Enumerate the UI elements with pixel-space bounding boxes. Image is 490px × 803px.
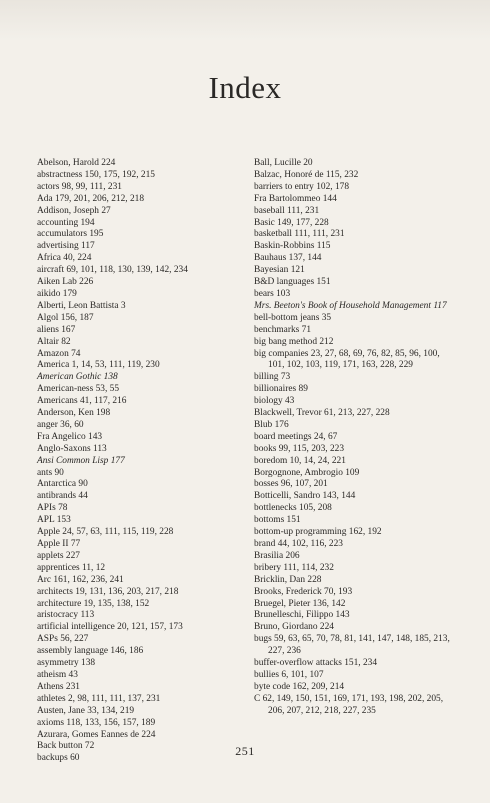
index-entry: boredom 10, 14, 24, 221 <box>254 455 346 466</box>
index-entry: Azurara, Gomes Eannes de 224 <box>37 729 156 740</box>
index-entry: Amazon 74 <box>37 348 81 359</box>
page-title: Index <box>208 70 282 105</box>
index-entry: big companies 23, 27, 68, 69, 76, 82, 85, 96, 100, 101, 102, 103, 119, 171, 163, 228, 229 <box>254 348 440 371</box>
index-entry: Austen, Jane 33, 134, 219 <box>37 705 135 716</box>
index-entry: APIs 78 <box>37 503 68 514</box>
index-entry: Ansi Common Lisp 177 <box>37 455 125 466</box>
page-number: 251 <box>235 744 255 758</box>
index-column-left <box>37 158 242 765</box>
index-entry: APL 153 <box>37 515 71 526</box>
index-entry: Arc 161, 162, 236, 241 <box>37 574 124 585</box>
index-entry: aircraft 69, 101, 118, 130, 139, 142, 234 <box>37 265 188 276</box>
index-entry: Basic 149, 177, 228 <box>254 217 329 228</box>
index-entry: aristocracy 113 <box>37 610 95 621</box>
index-entry: Ball, Lucille 20 <box>254 158 313 168</box>
index-entry: atheism 43 <box>37 669 78 680</box>
index-entry: benchmarks 71 <box>254 324 312 335</box>
facing-page-bleed <box>0 0 490 40</box>
index-entry: applets 227 <box>37 550 80 561</box>
index-entry: backups 60 <box>37 753 80 764</box>
index-entry: Blackwell, Trevor 61, 213, 227, 228 <box>254 408 390 419</box>
index-entry: accounting 194 <box>37 217 95 228</box>
index-entry: bullies 6, 101, 107 <box>254 669 324 680</box>
index-entry: Abelson, Harold 224 <box>37 158 116 168</box>
index-entry: Americans 41, 117, 216 <box>37 396 127 407</box>
index-entry: Bruegel, Pieter 136, 142 <box>254 598 346 609</box>
index-entry: athletes 2, 98, 111, 111, 137, 231 <box>37 693 161 704</box>
index-entry: books 99, 115, 203, 223 <box>254 443 345 454</box>
index-entry: apprentices 11, 12 <box>37 562 106 573</box>
index-entry: architects 19, 131, 136, 203, 217, 218 <box>37 586 179 597</box>
index-entry: accumulators 195 <box>37 229 104 240</box>
index-entry: Brooks, Frederick 70, 193 <box>254 586 353 597</box>
index-entry: Borgognone, Ambrogio 109 <box>254 467 360 478</box>
index-entry: bugs 59, 63, 65, 70, 78, 81, 141, 147, 148, 185, 213, 227, 236 <box>254 634 450 657</box>
index-entry: billing 73 <box>254 372 291 383</box>
index-entry: bosses 96, 107, 201 <box>254 479 328 490</box>
index-entry: Balzac, Honoré de 115, 232 <box>254 169 359 180</box>
index-entry: Africa 40, 224 <box>37 253 92 264</box>
index-entry: basketball 111, 111, 231 <box>254 229 345 240</box>
index-entry: American-ness 53, 55 <box>37 384 120 395</box>
index-entry: Bruno, Giordano 224 <box>254 622 334 633</box>
index-entry: baseball 111, 231 <box>254 205 320 216</box>
index-entry: Fra Bartolommeo 144 <box>254 193 337 204</box>
index-entry: big bang method 212 <box>254 336 334 347</box>
index-entry: Apple II 77 <box>37 539 81 549</box>
index-entry: bottom-up programming 162, 192 <box>254 527 382 538</box>
index-entry: Bayesian 121 <box>254 265 305 276</box>
index-entry: Baskin-Robbins 115 <box>254 241 331 252</box>
index-entry: Bauhaus 137, 144 <box>254 253 322 264</box>
index-entry: Botticelli, Sandro 143, 144 <box>254 491 356 502</box>
index-entry: Algol 156, 187 <box>37 312 94 323</box>
index-entry: buffer-overflow attacks 151, 234 <box>254 658 378 669</box>
index-entry: board meetings 24, 67 <box>254 431 338 442</box>
index-entry: America 1, 14, 53, 111, 119, 230 <box>37 360 160 371</box>
index-entry: bottoms 151 <box>254 515 301 526</box>
index-entry: advertising 117 <box>37 241 95 252</box>
index-entry: Back button 72 <box>37 741 95 752</box>
index-entry: Apple 24, 57, 63, 111, 115, 119, 228 <box>37 527 174 538</box>
index-entry: brand 44, 102, 116, 223 <box>254 539 343 549</box>
index-entry: bell-bottom jeans 35 <box>254 312 332 323</box>
index-entry: Anderson, Ken 198 <box>37 408 111 419</box>
index-entry: architecture 19, 135, 138, 152 <box>37 598 150 609</box>
index-entry: biology 43 <box>254 396 295 407</box>
index-entry: asymmetry 138 <box>37 658 96 669</box>
index-entry: axioms 118, 133, 156, 157, 189 <box>37 717 156 728</box>
index-entry: bribery 111, 114, 232 <box>254 562 334 573</box>
index-entry: byte code 162, 209, 214 <box>254 681 345 692</box>
index-column-right <box>254 158 454 718</box>
index-entry: C 62, 149, 150, 151, 169, 171, 193, 198, 202, 205, 206, 207, 212, 218, 227, 235 <box>254 693 444 716</box>
index-entry: Aiken Lab 226 <box>37 277 94 288</box>
index-entry: assembly language 146, 186 <box>37 646 144 657</box>
index-entry: bottlenecks 105, 208 <box>254 503 332 514</box>
index-entry: billionaires 89 <box>254 384 308 395</box>
index-entry: aikido 179 <box>37 288 77 299</box>
index-entry: Fra Angelico 143 <box>37 431 103 442</box>
index-entry: American Gothic 138 <box>37 372 118 383</box>
index-entry: Bricklin, Dan 228 <box>254 574 322 585</box>
index-entry: Athens 231 <box>37 681 80 692</box>
index-entry: B&D languages 151 <box>254 277 331 288</box>
index-entry: Ada 179, 201, 206, 212, 218 <box>37 193 145 204</box>
index-entry: barriers to entry 102, 178 <box>254 181 350 192</box>
index-entry: Blub 176 <box>254 419 289 430</box>
index-entry: Antarctica 90 <box>37 479 88 490</box>
index-entry: anger 36, 60 <box>37 419 84 430</box>
index-entry: ASPs 56, 227 <box>37 634 89 645</box>
index-entry: abstractness 150, 175, 192, 215 <box>37 169 155 180</box>
index-entry: Altair 82 <box>37 336 71 347</box>
index-entry: Addison, Joseph 27 <box>37 205 111 216</box>
index-entry: Alberti, Leon Battista 3 <box>37 300 126 311</box>
index-entry: Brasilia 206 <box>254 550 300 561</box>
index-entry: aliens 167 <box>37 324 76 335</box>
index-entry: bears 103 <box>254 288 291 299</box>
index-entry: ants 90 <box>37 467 64 478</box>
index-entry: Anglo-Saxons 113 <box>37 443 107 454</box>
index-entry: Mrs. Beeton's Book of Household Management 117 <box>254 300 447 311</box>
index-entry: actors 98, 99, 111, 231 <box>37 181 122 192</box>
index-entry: antibrands 44 <box>37 491 88 502</box>
index-entry: Brunelleschi, Filippo 143 <box>254 610 350 621</box>
index-entry: artificial intelligence 20, 121, 157, 173 <box>37 622 183 633</box>
